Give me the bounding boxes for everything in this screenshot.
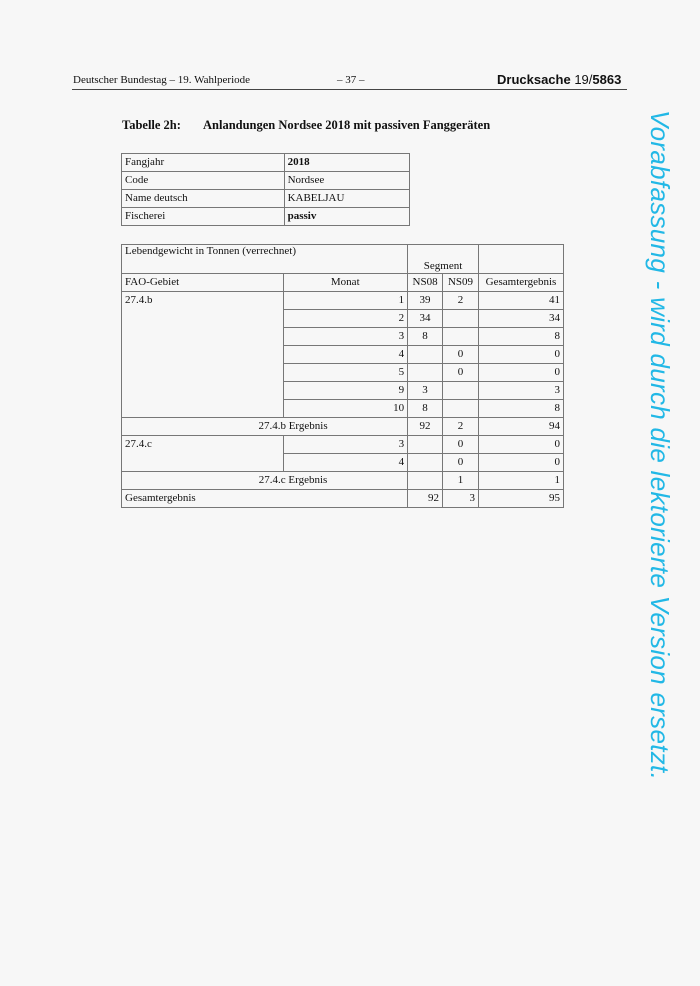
filter-info-table (121, 153, 410, 226)
grand-total-row (122, 490, 564, 508)
info-value: Nordsee (284, 172, 409, 190)
empty-heading-cell (479, 245, 564, 274)
total-cell: 3 (479, 382, 564, 400)
month-cell: 4 (283, 454, 408, 472)
weight-unit-heading: Lebendgewicht in Tonnen (verrechnet) (122, 245, 408, 274)
draft-watermark: Vorabfassung - wird durch die lektorierte Version ersetzt. (645, 110, 675, 781)
col-ns08-header: NS08 (408, 274, 443, 292)
subtotal-label: 27.4.b Ergebnis (122, 418, 408, 436)
table-header-row (122, 245, 564, 274)
subtotal-total: 1 (479, 472, 564, 490)
ns08-cell: 8 (408, 328, 443, 346)
ns08-cell: 3 (408, 382, 443, 400)
total-cell: 41 (479, 292, 564, 310)
month-cell: 9 (283, 382, 408, 400)
month-cell: 5 (283, 364, 408, 382)
header-document-number (497, 72, 621, 87)
header-page-number: – 37 – (337, 74, 365, 86)
ns09-cell (443, 310, 479, 328)
info-row (122, 190, 410, 208)
info-key: Fangjahr (122, 154, 285, 172)
month-cell: 3 (283, 436, 408, 454)
total-cell: 0 (479, 436, 564, 454)
ns09-cell (443, 382, 479, 400)
header-doc-number-bold: 5863 (592, 72, 622, 87)
header-rule (72, 89, 627, 90)
info-row (122, 208, 410, 226)
grand-total-total: 95 (479, 490, 564, 508)
table-row (122, 436, 564, 454)
month-cell: 3 (283, 328, 408, 346)
col-ns09-header: NS09 (443, 274, 479, 292)
col-total-header: Gesamtergebnis (479, 274, 564, 292)
ns08-cell: 8 (408, 400, 443, 418)
subtotal-ns08: 92 (408, 418, 443, 436)
ns08-cell (408, 364, 443, 382)
total-cell: 0 (479, 346, 564, 364)
ns09-cell (443, 400, 479, 418)
month-cell: 1 (283, 292, 408, 310)
month-cell: 4 (283, 346, 408, 364)
info-value: 2018 (284, 154, 409, 172)
total-cell: 0 (479, 364, 564, 382)
ns08-cell: 39 (408, 292, 443, 310)
area-cell: 27.4.b (122, 292, 284, 418)
ns09-cell: 0 (443, 346, 479, 364)
info-key: Fischerei (122, 208, 285, 226)
col-monat-header: Monat (283, 274, 408, 292)
landings-data-table (121, 244, 564, 508)
info-value: passiv (284, 208, 409, 226)
table-caption-title: Anlandungen Nordsee 2018 mit passiven Fanggeräten (203, 118, 491, 132)
ns08-cell (408, 346, 443, 364)
month-cell: 2 (283, 310, 408, 328)
ns09-cell: 0 (443, 436, 479, 454)
subtotal-row (122, 472, 564, 490)
subtotal-ns09: 2 (443, 418, 479, 436)
segment-heading: Segment (408, 245, 479, 274)
area-cell: 27.4.c (122, 436, 284, 472)
header-doc-label: Drucksache (497, 72, 571, 87)
grand-total-ns09: 3 (443, 490, 479, 508)
ns09-cell: 0 (443, 454, 479, 472)
info-key: Code (122, 172, 285, 190)
grand-total-ns08: 92 (408, 490, 443, 508)
header-doc-number: 19/ (570, 72, 593, 87)
table-caption-label: Tabelle 2h: (122, 118, 181, 132)
info-row (122, 154, 410, 172)
table-row (122, 292, 564, 310)
month-cell: 10 (283, 400, 408, 418)
total-cell: 34 (479, 310, 564, 328)
col-fao-header: FAO-Gebiet (122, 274, 284, 292)
subtotal-label: 27.4.c Ergebnis (122, 472, 408, 490)
info-row (122, 172, 410, 190)
total-cell: 8 (479, 328, 564, 346)
total-cell: 0 (479, 454, 564, 472)
header-publisher: Deutscher Bundestag – 19. Wahlperiode (73, 74, 251, 86)
ns08-cell (408, 436, 443, 454)
grand-total-label: Gesamtergebnis (122, 490, 408, 508)
total-cell: 8 (479, 400, 564, 418)
column-header-row (122, 274, 564, 292)
info-value: KABELJAU (284, 190, 409, 208)
ns08-cell (408, 454, 443, 472)
subtotal-row (122, 418, 564, 436)
ns09-cell: 0 (443, 364, 479, 382)
subtotal-total: 94 (479, 418, 564, 436)
ns08-cell: 34 (408, 310, 443, 328)
info-key: Name deutsch (122, 190, 285, 208)
subtotal-ns09: 1 (443, 472, 479, 490)
subtotal-ns08 (408, 472, 443, 490)
ns09-cell (443, 328, 479, 346)
ns09-cell: 2 (443, 292, 479, 310)
